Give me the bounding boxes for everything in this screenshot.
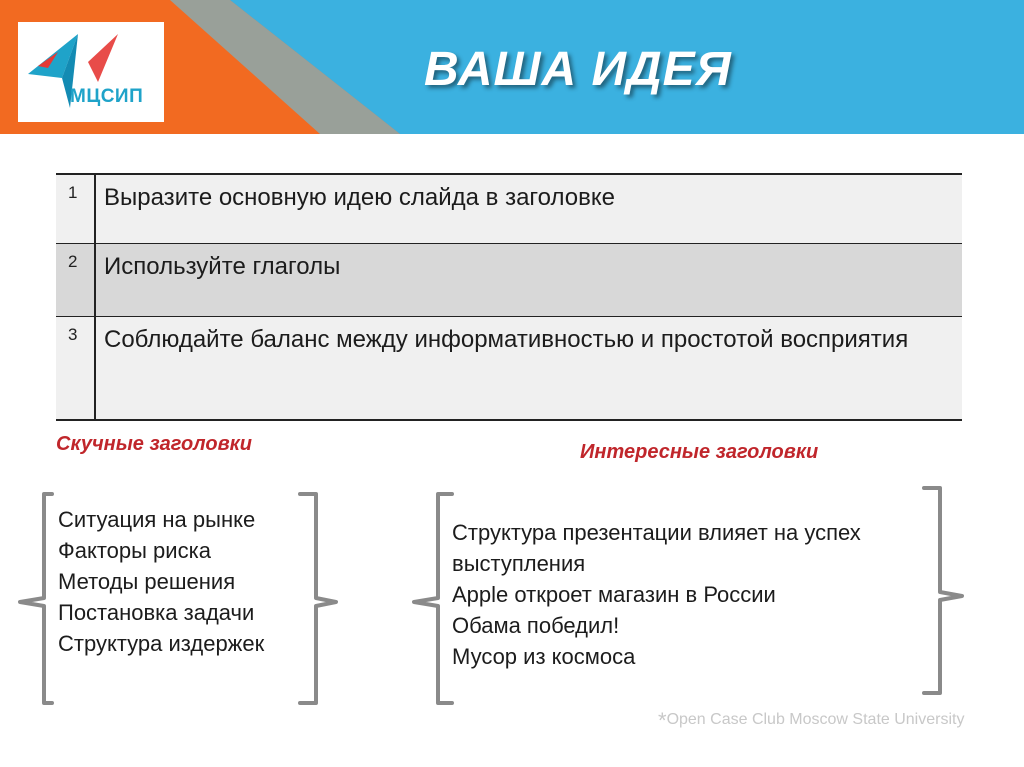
row-text: Используйте глаголы [104,253,341,280]
row-number: 1 [56,175,96,243]
footer-star: * [658,708,667,733]
list-item: выступления [452,551,586,576]
left-brace-icon [414,494,452,703]
interesting-headings-list [452,517,861,672]
list-item: Обама победил! [452,613,620,638]
row-number: 3 [56,317,96,419]
list-item: Факторы риска [58,538,211,563]
left-brace-icon [20,494,52,703]
header-banner [0,0,1024,150]
list-item: Постановка задачи [58,600,255,625]
list-item: Мусор из космоса [452,644,636,669]
list-item: Apple откроет магазин в России [452,582,776,607]
list-item: Ситуация на рынке [58,507,256,532]
table-row [56,316,962,419]
boring-headings-list [58,504,264,659]
list-item: Методы решения [58,569,236,594]
row-text: Выразите основную идею слайда в заголовке [104,184,615,211]
logo [18,22,164,122]
list-item: Структура презентации влияет на успех [452,520,861,545]
list-item: Структура издержек [58,631,265,656]
right-brace-icon [924,488,962,693]
logo-text: МЦСИП [70,86,144,107]
table-row [56,175,962,243]
right-brace-icon [300,494,336,703]
footer-credit [658,708,964,734]
footer-text: Open Case Club Moscow State University [666,711,965,728]
tips-table [56,173,962,421]
boring-headings-title: Скучные заголовки [56,433,252,455]
row-text: Соблюдайте баланс между информативностью и простотой восприятия [104,326,909,353]
interesting-headings-title: Интересные заголовки [580,441,819,463]
page-title: ВАША ИДЕЯ [424,43,732,96]
row-number: 2 [56,244,96,316]
table-row [56,243,962,316]
